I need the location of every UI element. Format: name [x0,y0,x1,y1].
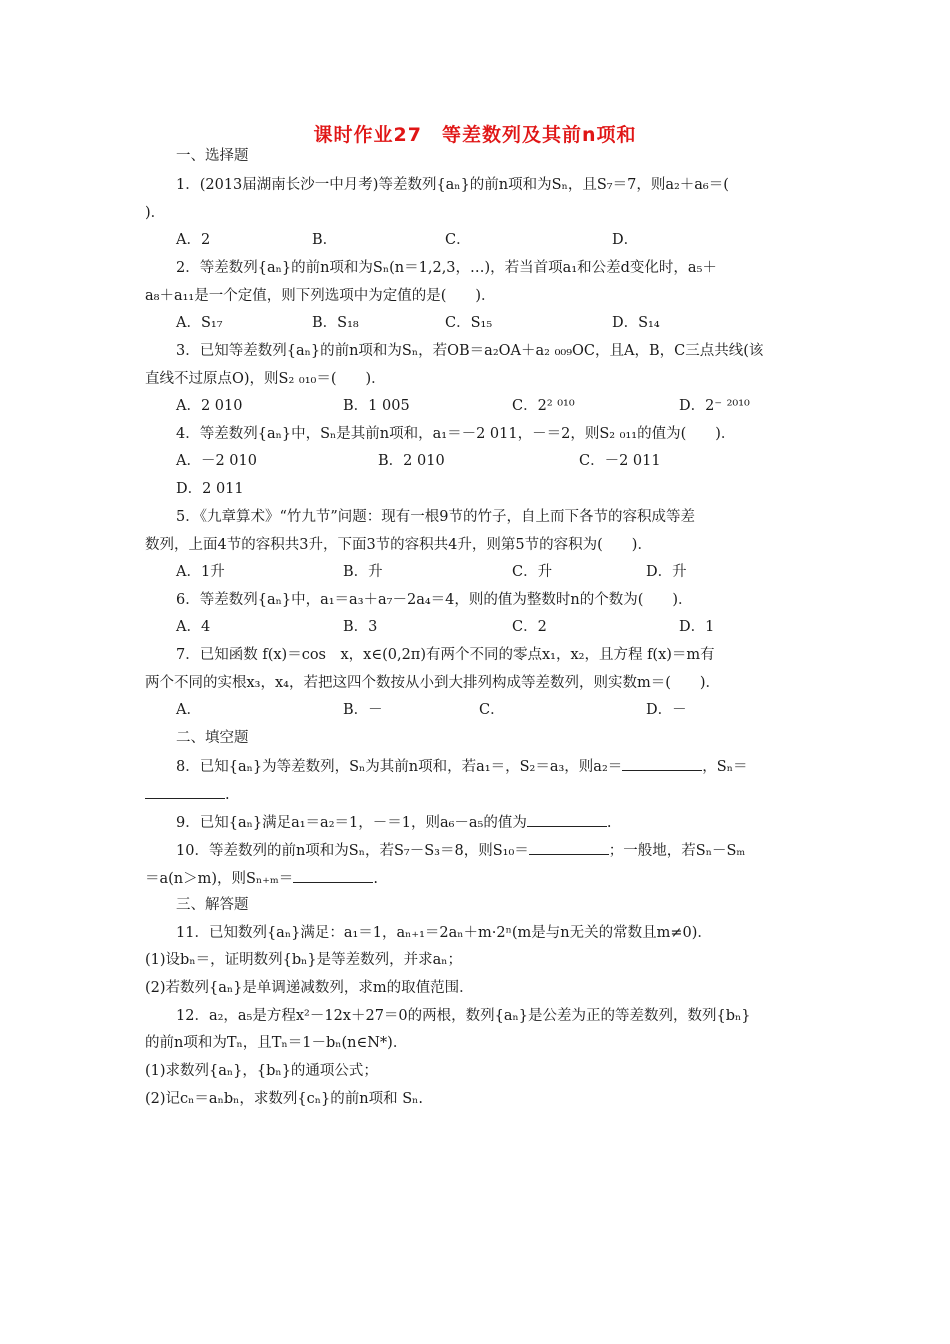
question-2-line-1: 2．等差数列{aₙ}的前n项和为Sₙ(n＝1,2,3，…)，若当首项a₁和公差d变化时，a₅＋ [176,260,717,276]
question-2-line-2: a₈＋a₁₁是一个定值，则下列选项中为定值的是( )． [145,288,496,304]
q8-blank-2[interactable] [145,784,225,799]
q4-option-c: C．－2 011 [579,453,661,469]
q7-option-d: D．－ [646,702,687,718]
q4-option-d: D．2 011 [176,481,244,497]
q4-option-a: A．－2 010 [176,453,257,469]
q4-option-b: B．2 010 [378,453,445,469]
q7-option-c: C． [479,702,505,718]
q5-option-d: D．升 [646,564,687,580]
q8-text-b: ，Sₙ＝ [702,759,748,775]
q2-option-b: B．S₁₈ [312,315,359,331]
question-12-line-1: 12．a₂，a₅是方程x²－12x＋27＝0的两根，数列{aₙ}是公差为正的等差数列，数列{bₙ} [176,1008,751,1024]
q3-option-c: C．2² ⁰¹⁰ [512,398,575,414]
question-10-line-2 [145,868,810,889]
question-3-line-2: 直线不过原点O)，则S₂ ₀₁₀＝( )． [145,371,386,387]
q8-blank-1[interactable] [622,756,702,771]
q8-end: . [225,787,230,803]
q10-blank-1[interactable] [529,840,609,855]
q2-option-a: A．S₁₇ [176,315,223,331]
q9-text: 9．已知{aₙ}满足a₁＝a₂＝1，－＝1，则a₆－a₅的值为 [176,815,527,831]
section-heading-choice: 一、选择题 [176,148,249,164]
question-8-line-1 [176,756,841,777]
q2-option-c: C．S₁₅ [445,315,493,331]
q8-text: 8．已知{aₙ}为等差数列，Sₙ为其前n项和，若a₁＝，S₂＝a₃，则a₂＝ [176,759,623,775]
question-6-line-1: 6．等差数列{aₙ}中，a₁＝a₃＋a₇－2a₄＝4，则的值为整数时n的个数为( )． [176,592,693,608]
q10-end: . [373,871,378,887]
question-12-part-2: (2)记cₙ＝aₙbₙ，求数列{cₙ}的前n项和 Sₙ. [145,1091,424,1107]
question-12-part-1: (1)求数列{aₙ}，{bₙ}的通项公式； [145,1063,378,1079]
page-title: 课时作业27 等差数列及其前n项和 [313,124,637,146]
question-1-line-1: 1．(2013届湖南长沙一中月考)等差数列{aₙ}的前n项和为Sₙ，且S₇＝7，则a₂＋a₆＝( [176,177,729,193]
question-12-line-2: 的前n项和为Tₙ，且Tₙ＝1－bₙ(n∈N*)． [145,1035,408,1051]
question-3-line-1: 3．已知等差数列{aₙ}的前n项和为Sₙ，若OB＝a₂OA＋a₂ ₀₀₉OC，且A，B，C三点共线(该 [176,343,764,359]
question-9-line-1 [176,812,841,833]
q10-blank-2[interactable] [293,868,373,883]
q5-option-b: B．升 [343,564,383,580]
question-8-line-2 [145,784,810,805]
q3-option-b: B．1 005 [343,398,410,414]
q9-end: . [606,815,612,831]
q1-option-d: D． [612,232,639,248]
q2-option-d: D．S₁₄ [612,315,660,331]
section-heading-fill: 二、填空题 [176,730,249,746]
q6-option-b: B．3 [343,619,378,635]
q10-text-b: ；一般地，若Sₙ－Sₘ [608,843,746,859]
question-5-line-1: 5．《九章算术》“竹九节”问题：现有一根9节的竹子，自上而下各节的容积成等差 [176,509,696,525]
question-11-part-1: (1)设bₙ＝，证明数列{bₙ}是等差数列，并求aₙ； [145,952,463,968]
q5-option-c: C．升 [512,564,553,580]
question-11-part-2: (2)若数列{aₙ}是单调递减数列，求m的取值范围． [145,980,474,996]
q5-option-a: A．1升 [176,564,225,580]
question-10-line-1 [176,840,841,861]
question-1-line-2: )． [145,205,166,221]
question-11-line-1: 11．已知数列{aₙ}满足：a₁＝1，aₙ₊₁＝2aₙ＋m·2ⁿ(m是与n无关的常数且m≠0)． [176,925,712,941]
q7-option-a: A． [176,702,201,718]
q10-text-2: ＝a(n＞m)，则Sₙ₊ₘ＝ [145,871,294,887]
section-heading-solve: 三、解答题 [176,897,249,913]
question-7-line-2: 两个不同的实根x₃，x₄，若把这四个数按从小到大排列构成等差数列，则实数m＝( )． [145,675,721,691]
q3-option-d: D．2⁻ ²⁰¹⁰ [679,398,750,414]
q9-blank[interactable] [527,812,607,827]
q6-option-c: C．2 [512,619,547,635]
q6-option-d: D．1 [679,619,715,635]
q7-option-b: B．－ [343,702,383,718]
question-5-line-2: 数列，上面4节的容积共3升，下面3节的容积共4升，则第5节的容积为( )． [145,537,652,553]
q1-option-c: C． [445,232,471,248]
question-7-line-1: 7．已知函数 f(x)＝cos x，x∈(0,2π)有两个不同的零点x₁，x₂，且方程 f(x)＝m有 [176,647,715,663]
question-4-line-1: 4．等差数列{aₙ}中，Sₙ是其前n项和，a₁＝－2 011，－＝2，则S₂ ₀₁₁的值为( )． [176,426,736,442]
q3-option-a: A．2 010 [176,398,243,414]
q1-option-a: A．2 [176,232,211,248]
q6-option-a: A．4 [176,619,211,635]
q1-option-b: B． [312,232,338,248]
q10-text: 10．等差数列的前n项和为Sₙ，若S₇－S₃＝8，则S₁₀＝ [176,843,529,859]
